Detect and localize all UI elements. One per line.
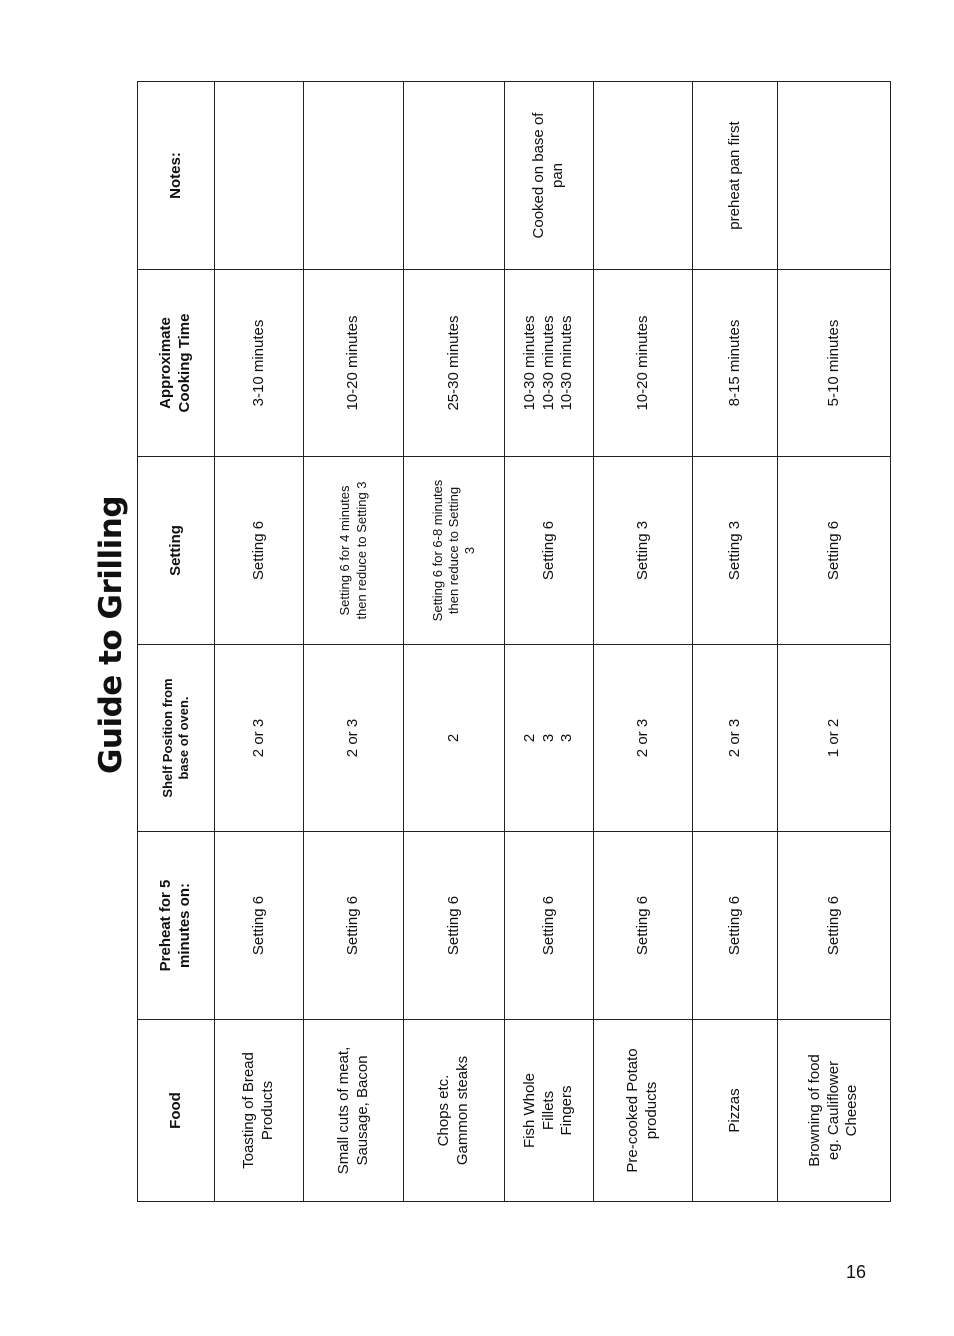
cell-shelf: 1 or 2 — [778, 645, 891, 832]
cell-preheat: Setting 6 — [594, 832, 693, 1020]
cell-setting: Setting 3 — [594, 457, 693, 645]
cell-setting: Setting 3 — [693, 457, 778, 645]
cell-preheat: Setting 6 — [778, 832, 891, 1020]
cell-notes — [594, 82, 693, 270]
cell-food: Pizzas — [693, 1020, 778, 1202]
grilling-table-wrap — [137, 82, 890, 1202]
cell-preheat: Setting 6 — [693, 832, 778, 1020]
table-row — [693, 82, 778, 1202]
cell-notes — [778, 82, 891, 270]
table-row — [505, 82, 594, 1202]
cell-shelf: 2 — [404, 645, 505, 832]
cell-food: Fish Whole Fillets Fingers — [505, 1020, 594, 1202]
cell-time: 10-20 minutes — [594, 270, 693, 457]
header-food: Food — [138, 1020, 215, 1202]
header-setting: Setting — [138, 457, 215, 645]
grilling-table — [137, 81, 891, 1202]
cell-time: 10-30 minutes 10-30 minutes 10-30 minutes — [505, 270, 594, 457]
header-shelf-position: Shelf Position from base of oven. — [138, 645, 215, 832]
cell-setting: Setting 6 for 6-8 minutes then reduce to Setting 3 — [404, 457, 505, 645]
cell-shelf: 2 3 3 — [505, 645, 594, 832]
cell-notes — [404, 82, 505, 270]
cell-setting: Setting 6 — [215, 457, 304, 645]
cell-food: Pre-cooked Potato products — [594, 1020, 693, 1202]
cell-food: Chops etc. Gammon steaks — [404, 1020, 505, 1202]
table-row — [594, 82, 693, 1202]
header-preheat: Preheat for 5 minutes on: — [138, 832, 215, 1020]
header-notes: Notes: — [138, 82, 215, 270]
page-number: 16 — [846, 1262, 867, 1282]
cell-shelf: 2 or 3 — [693, 645, 778, 832]
page-title: Guide to Grilling — [93, 495, 129, 775]
table-row — [404, 82, 505, 1202]
cell-preheat: Setting 6 — [505, 832, 594, 1020]
cell-shelf: 2 or 3 — [215, 645, 304, 832]
table-row — [304, 82, 404, 1202]
cell-time: 25-30 minutes — [404, 270, 505, 457]
cell-preheat: Setting 6 — [215, 832, 304, 1020]
cell-food: Toasting of Bread Products — [215, 1020, 304, 1202]
cell-time: 8-15 minutes — [693, 270, 778, 457]
header-cooking-time: Approximate Cooking Time — [138, 270, 215, 457]
table-header-row — [138, 82, 215, 1202]
cell-setting: Setting 6 — [505, 457, 594, 645]
cell-notes: Cooked on base of pan — [505, 82, 594, 270]
table-row — [778, 82, 891, 1202]
cell-time: 5-10 minutes — [778, 270, 891, 457]
cell-shelf: 2 or 3 — [594, 645, 693, 832]
cell-notes: preheat pan first — [693, 82, 778, 270]
cell-preheat: Setting 6 — [304, 832, 404, 1020]
cell-time: 3-10 minutes — [215, 270, 304, 457]
cell-time: 10-20 minutes — [304, 270, 404, 457]
cell-notes — [304, 82, 404, 270]
cell-setting: Setting 6 — [778, 457, 891, 645]
cell-food: Browning of food eg. Cauliflower Cheese — [778, 1020, 891, 1202]
cell-notes — [215, 82, 304, 270]
page-title-wrap — [86, 495, 136, 775]
cell-food: Small cuts of meat, Sausage, Bacon — [304, 1020, 404, 1202]
cell-shelf: 2 or 3 — [304, 645, 404, 832]
cell-setting: Setting 6 for 4 minutes then reduce to Setting 3 — [304, 457, 404, 645]
cell-preheat: Setting 6 — [404, 832, 505, 1020]
table-row — [215, 82, 304, 1202]
